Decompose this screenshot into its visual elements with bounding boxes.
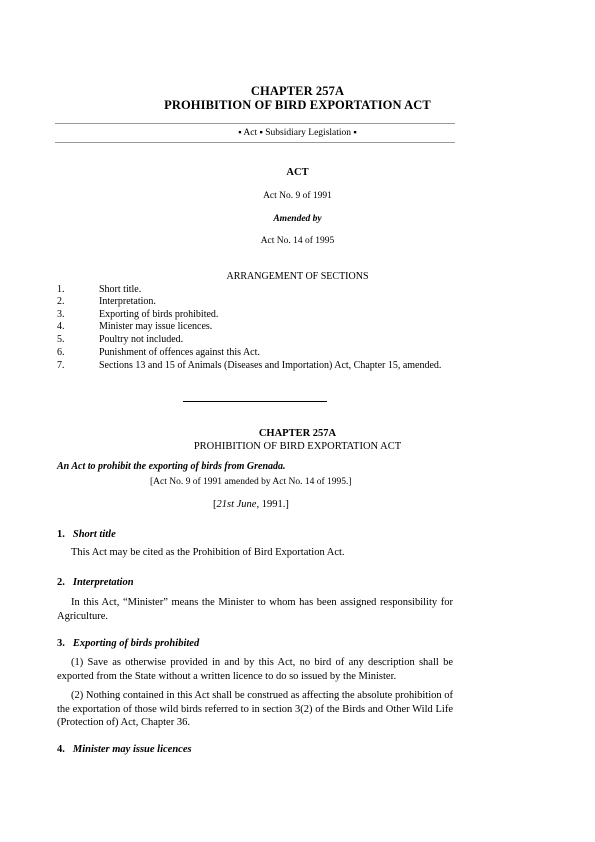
section-heading [57,744,192,755]
arrangement-item-number: 4. [57,321,65,332]
section-paragraph: (2) Nothing contained in this Act shall be construed as affecting the absolute prohibition of the exportation of those wild birds referred to in section 3(2) of the Birds and Other Wild Life (Protection of) Act, Chapter 36. [57,690,453,728]
section-number: 2. [57,577,65,588]
arrangement-item-text: Interpretation. [99,296,156,307]
arrangement-item-text: Short title. [99,284,142,295]
section-title: Exporting of birds prohibited [72,638,200,649]
amended-by-label: Amended by [273,214,322,224]
amending-act-number: Act No. 14 of 1995 [260,236,335,246]
act-title: PROHIBITION OF BIRD EXPORTATION ACT [164,98,431,112]
section-paragraph: In this Act, “Minister” means the Minister to whom has been assigned responsibility for Agriculture. [57,597,453,622]
section-number: 4. [57,744,65,755]
long-title: An Act to prohibit the exporting of birds from Grenada. [57,461,286,472]
commencement-date [213,499,289,510]
section-number: 3. [57,638,65,649]
arrangement-item-text: Poultry not included. [99,334,184,345]
section-title: Interpretation [72,577,134,588]
section-heading [57,638,199,649]
arrangement-item-text: Minister may issue licences. [99,321,213,332]
arrangement-item-number: 5. [57,334,65,345]
arrangement-heading: ARRANGEMENT OF SECTIONS [226,271,369,282]
section-heading [57,529,116,540]
divider-bottom [55,142,455,143]
body-chapter-number: CHAPTER 257A [258,428,337,439]
arrangement-item-number: 1. [57,284,65,295]
arrangement-item-number: 7. [57,360,65,371]
arrangement-item-number: 6. [57,347,65,358]
arrangement-item-number: 3. [57,309,65,320]
section-separator [183,401,327,402]
section-paragraph: This Act may be cited as the Prohibition of Bird Exportation Act. [71,547,345,558]
body-act-title: PROHIBITION OF BIRD EXPORTATION ACT [193,441,402,452]
arrangement-item-text: Exporting of birds prohibited. [99,309,219,320]
arrangement-item-number: 2. [57,296,65,307]
commencement-day-month: 21st June [216,499,257,510]
section-paragraph: (1) Save as otherwise provided in and by this Act, no bird of any description shall be exported from the State without a written licence to do so issued by the Minister. [57,657,453,682]
commencement-year: , 1991.] [256,499,289,510]
arrangement-item-text: Sections 13 and 15 of Animals (Diseases and Importation) Act, Chapter 15, amended. [99,360,442,371]
chapter-number: CHAPTER 257A [250,84,345,98]
citation-note: [Act No. 9 of 1991 amended by Act No. 14 of 1995.] [150,477,352,487]
act-number: Act No. 9 of 1991 [263,191,332,201]
section-title: Short title [72,529,116,540]
section-number: 1. [57,529,65,540]
document-nav[interactable]: ▪ Act ▪ Subsidiary Legislation ▪ [238,128,357,138]
act-label: ACT [286,167,309,178]
section-title: Minister may issue licences [72,744,192,755]
arrangement-item-text: Punishment of offences against this Act. [99,347,260,358]
commencement-open-bracket: [ [213,499,217,510]
divider-top [55,123,455,124]
section-heading [57,577,134,588]
